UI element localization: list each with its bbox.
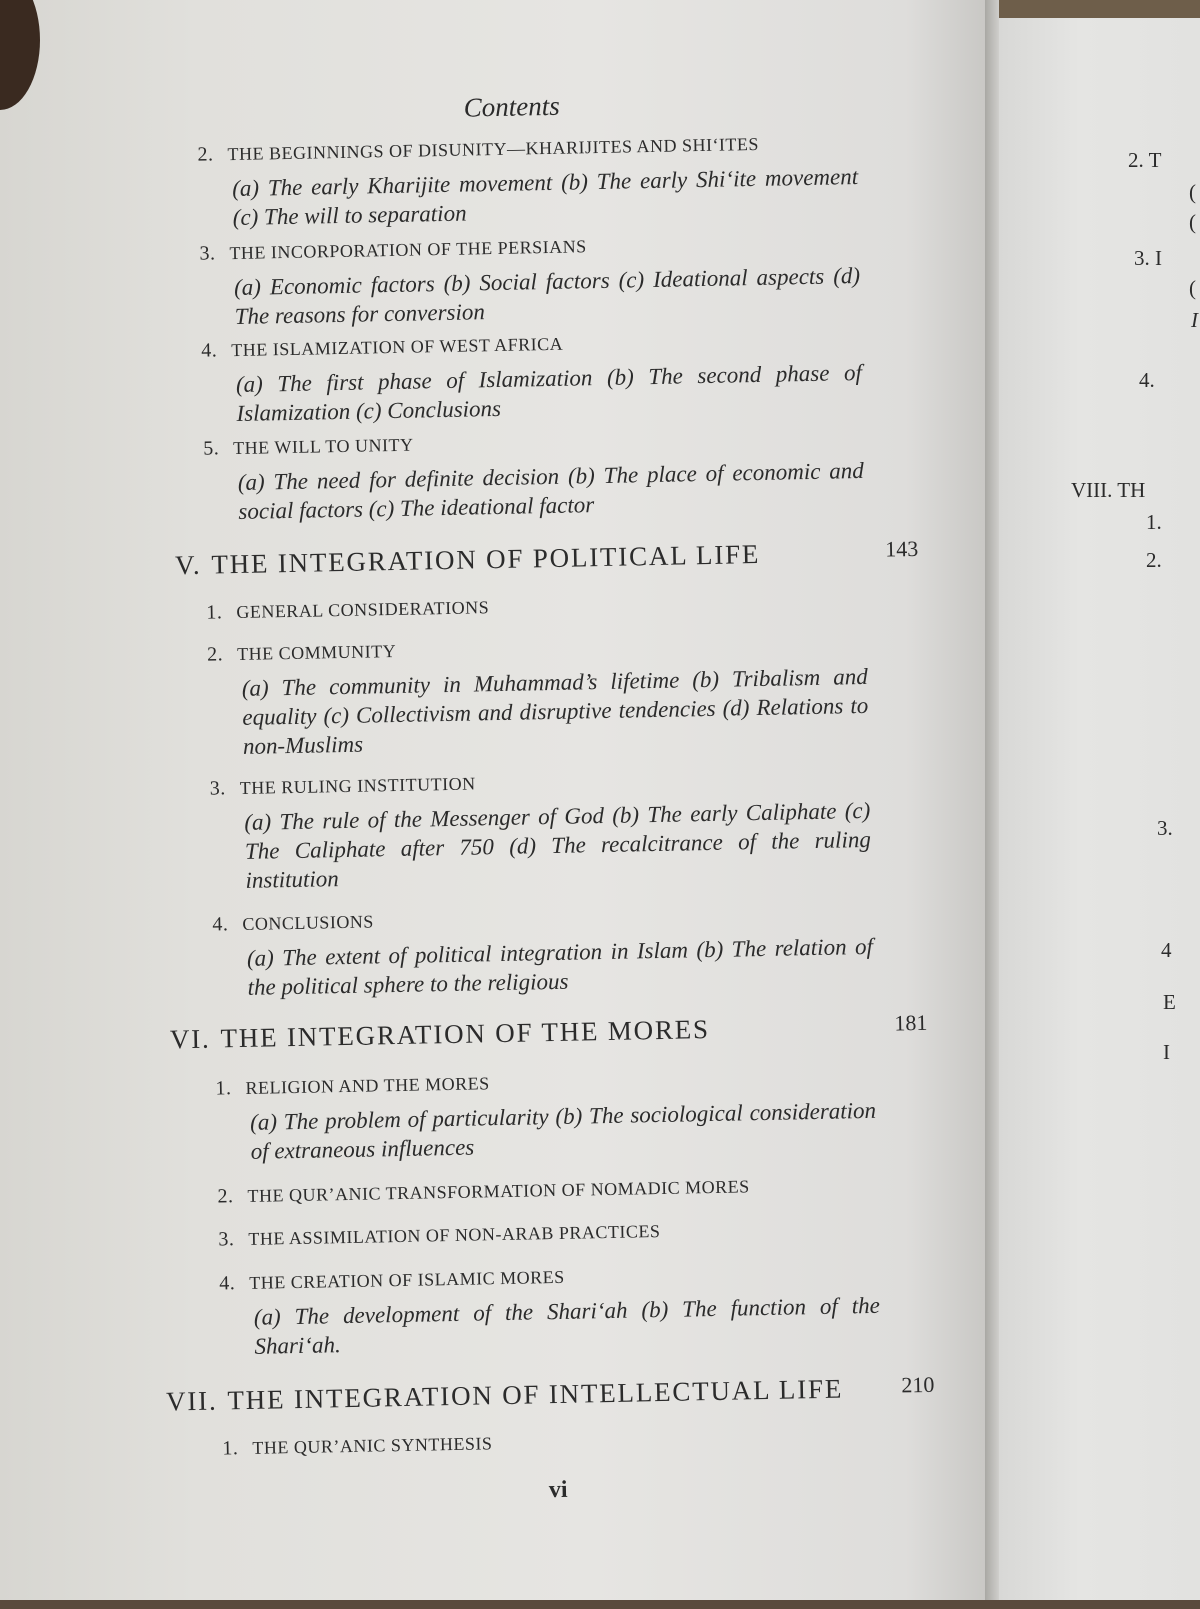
section-subtopics: (a) The need for definite decision (b) The place of economic and social factors (c) The ideational factor (237, 457, 864, 524)
section-number: 4. (219, 1272, 236, 1295)
toc-section (212, 901, 874, 1003)
right-fragment: 1. (1146, 510, 1162, 534)
right-fragment: E (1163, 990, 1176, 1014)
chapter-page-number: 210 (901, 1371, 935, 1398)
section-number: 5. (202, 437, 220, 460)
chapter-title: THE INTEGRATION OF THE MORES (220, 1014, 711, 1054)
section-number: 3. (199, 242, 216, 265)
toc-chapter (161, 1371, 961, 1417)
toc-section (210, 765, 872, 896)
right-fragment: 2. T (1128, 148, 1162, 172)
right-fragment: 3. I (1134, 246, 1162, 270)
chapter-title: THE INTEGRATION OF POLITICAL LIFE (211, 538, 761, 580)
chapter-page-number: 181 (894, 1009, 928, 1036)
section-title: THE INCORPORATION OF THE PERSIANS (229, 236, 587, 264)
section-title: THE CREATION OF ISLAMIC MORES (249, 1266, 565, 1293)
chapter-number: VI. (169, 1023, 211, 1055)
section-title: THE RULING INSTITUTION (239, 773, 476, 798)
toc-section (218, 1216, 878, 1252)
section-number: 3. (209, 777, 226, 800)
toc-section (199, 230, 861, 332)
right-fragment: ( (1189, 210, 1196, 234)
toc-section (219, 1260, 881, 1362)
section-title: THE ISLAMIZATION OF WEST AFRICA (231, 333, 564, 361)
toc-section (201, 327, 863, 429)
section-title: THE QUR’ANIC TRANSFORMATION OF NOMADIC MORES (247, 1176, 750, 1206)
section-subtopics: (a) The development of the Shariʻah (b) The function of the Shariʻah. (253, 1292, 881, 1359)
section-title: RELIGION AND THE MORES (245, 1073, 490, 1098)
background-edge (985, 0, 1200, 18)
section-subtopics: (a) Economic factors (b) Social factors (c) Ideational aspects (d) The reasons for conversion (233, 262, 861, 330)
chapter-page-number: 143 (885, 535, 919, 562)
section-subtopics: (a) The extent of political integration in Islam (b) The relation of the political sphere to the religious (246, 933, 874, 1000)
right-fragment: 2. (1146, 548, 1162, 572)
section-title: THE BEGINNINGS OF DISUNITY—KHARIJITES AND SHIʻITES (227, 133, 760, 165)
section-title: THE WILL TO UNITY (233, 434, 414, 459)
section-subtopics: (a) The first phase of Islamization (b) The second phase of Islamization (c) Conclusions (235, 359, 863, 426)
section-number: 4. (201, 339, 218, 362)
section-number: 1. (206, 601, 223, 624)
right-page (999, 18, 1200, 1600)
section-number: 1. (215, 1077, 232, 1100)
toc-chapter (145, 535, 945, 581)
section-number: 1. (222, 1437, 239, 1460)
toc-section (215, 1065, 877, 1167)
toc-section (197, 131, 859, 233)
chapter-number: V. (174, 549, 202, 581)
section-subtopics: (a) The rule of the Messenger of God (b) The early Caliphate (c) The Caliphate after 750 (d) The recalcitrance of the ruling institution (244, 797, 872, 893)
right-fragment: VIII. TH (1071, 478, 1146, 502)
toc-section (207, 631, 869, 762)
right-fragment: I (1191, 308, 1198, 332)
section-title: CONCLUSIONS (242, 911, 375, 934)
chapter-title: THE INTEGRATION OF INTELLECTUAL LIFE (227, 1373, 844, 1416)
section-subtopics: (a) The problem of particularity (b) The sociological consideration of extraneous influences (249, 1097, 877, 1164)
section-number: 2. (217, 1185, 234, 1208)
section-number: 3. (218, 1228, 235, 1251)
toc-section (217, 1173, 877, 1209)
section-number: 2. (197, 143, 214, 166)
section-number: 4. (212, 913, 229, 936)
section-title: THE COMMUNITY (236, 640, 397, 665)
right-fragment: ( (1189, 276, 1196, 300)
section-subtopics: (a) The early Kharijite movement (b) The early Shiʻite movement (c) The will to separation (231, 164, 859, 231)
right-fragment: 3. (1157, 816, 1173, 840)
toc-section (206, 589, 866, 625)
right-fragment: I (1163, 1040, 1170, 1064)
toc-section (222, 1425, 882, 1461)
toc-chapter (154, 1009, 954, 1055)
right-fragment: 4. (1139, 368, 1155, 392)
section-title: THE ASSIMILATION OF NON-ARAB PRACTICES (248, 1221, 661, 1249)
right-fragment: ( (1189, 180, 1196, 204)
page-folio: vi (548, 1476, 568, 1504)
section-subtopics: (a) The community in Muhammad’s lifetime (b) Tribalism and equality (c) Collectivism and disruptive tendencies (d) Relations to non-Muslims (241, 663, 869, 759)
section-title: THE QUR’ANIC SYNTHESIS (252, 1433, 493, 1458)
right-fragment: 4 (1161, 938, 1172, 962)
section-title: GENERAL CONSIDERATIONS (236, 597, 490, 623)
toc-section (203, 425, 865, 527)
section-number: 2. (206, 643, 224, 666)
chapter-number: VII. (165, 1385, 218, 1417)
page-title: Contents (463, 90, 560, 123)
